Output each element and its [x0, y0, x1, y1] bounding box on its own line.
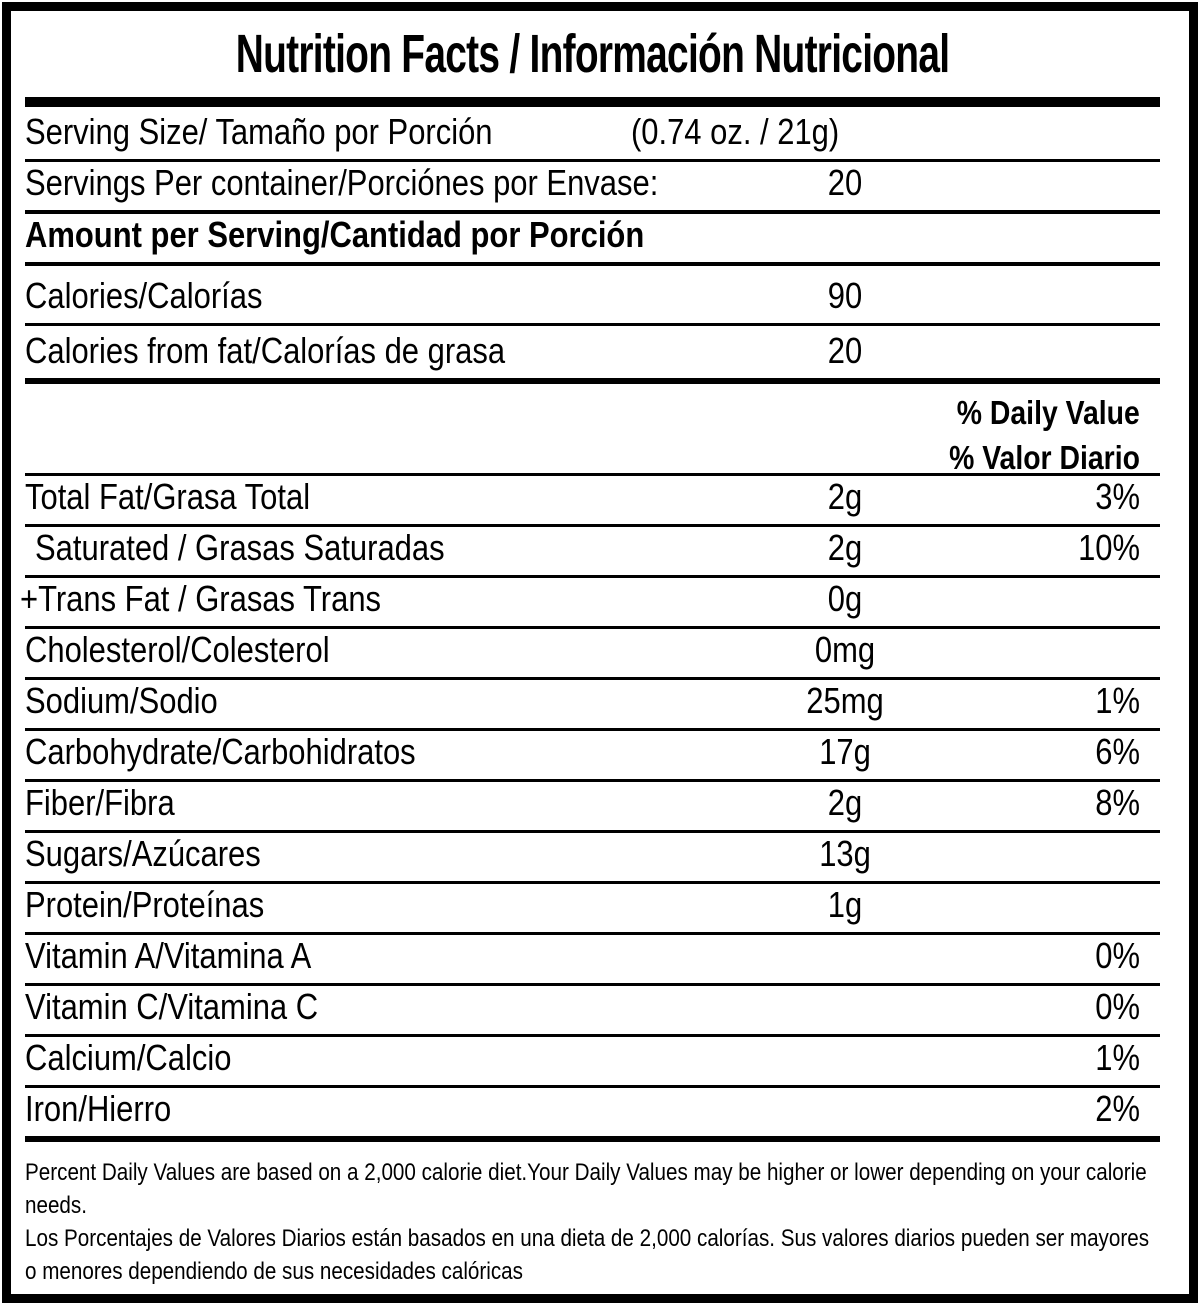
daily-value-header-es: % Valor Diario	[949, 439, 1140, 476]
nutrient-dv: 6%	[1095, 731, 1140, 772]
nutrient-amount: 2g	[827, 476, 863, 517]
title-divider-bar	[25, 97, 1160, 107]
nutrient-label: Protein/Proteínas	[25, 884, 265, 925]
nutrient-amount: 0mg	[814, 629, 876, 670]
nutrient-amount: 1g	[827, 884, 863, 925]
row-trans-fat	[20, 578, 1160, 629]
servings-per-container-value: 20	[827, 162, 863, 203]
footnote-spanish: Los Porcentajes de Valores Diarios están basados en una dieta de 2,000 calorías. Sus valores diarios pueden ser mayores o menores dependiendo de sus necesidades calóricas	[25, 1225, 1150, 1285]
nutrient-label: Carbohydrate/Carbohidratos	[25, 731, 416, 772]
nutrient-dv: 0%	[1095, 935, 1140, 976]
row-total-fat	[25, 476, 1160, 527]
row-vitamin-a	[25, 935, 1160, 986]
nutrient-label: Total Fat/Grasa Total	[25, 476, 311, 517]
row-cholesterol	[25, 629, 1160, 680]
row-fiber	[25, 782, 1160, 833]
nutrient-dv: 8%	[1095, 782, 1140, 823]
daily-value-header-block	[25, 384, 1160, 476]
nutrient-amount: 2g	[827, 527, 863, 568]
nutrient-amount: 25mg	[806, 680, 884, 721]
row-carbohydrate	[25, 731, 1160, 782]
nutrient-dv: 2%	[1095, 1088, 1140, 1129]
row-calories-from-fat	[25, 326, 1160, 384]
nutrient-dv: 3%	[1095, 476, 1140, 517]
nutrient-label: +Trans Fat / Grasas Trans	[20, 578, 382, 619]
nutrient-label: Iron/Hierro	[25, 1088, 172, 1129]
nutrient-label: Calcium/Calcio	[25, 1037, 232, 1078]
serving-size-label: Serving Size/ Tamaño por Porción	[25, 111, 493, 152]
nutrient-amount: 0g	[827, 578, 863, 619]
row-vitamin-c	[25, 986, 1160, 1037]
nutrient-dv: 10%	[1078, 527, 1140, 568]
nutrient-label: Saturated / Grasas Saturadas	[35, 527, 445, 568]
row-calcium	[25, 1037, 1160, 1088]
nutrient-label: Vitamin A/Vitamina A	[25, 935, 312, 976]
footnote-english: Percent Daily Values are based on a 2,000 calorie diet.Your Daily Values may be higher or lower depending on your calorie needs.	[25, 1159, 1147, 1219]
row-iron	[25, 1088, 1160, 1142]
serving-size-value: (0.74 oz. / 21g)	[630, 111, 840, 152]
row-servings-per-container	[25, 162, 1160, 214]
servings-per-container-label: Servings Per container/Porciónes por Envase:	[25, 162, 659, 203]
row-sugars	[25, 833, 1160, 884]
nutrient-dv: 1%	[1095, 680, 1140, 721]
row-protein	[25, 884, 1160, 935]
nutrient-label: Vitamin C/Vitamina C	[25, 986, 319, 1027]
nutrient-amount: 17g	[819, 731, 871, 772]
nutrient-amount: 2g	[827, 782, 863, 823]
daily-value-header-en: % Daily Value	[957, 394, 1140, 431]
nutrient-label: Sodium/Sodio	[25, 680, 218, 721]
nutrient-amount: 13g	[819, 833, 871, 874]
nutrient-label: Sugars/Azúcares	[25, 833, 261, 874]
nutrient-dv: 0%	[1095, 986, 1140, 1027]
row-serving-size	[25, 107, 1160, 162]
row-saturated-fat	[25, 527, 1160, 578]
row-calories	[25, 266, 1160, 326]
calories-from-fat-label: Calories from fat/Calorías de grasa	[25, 330, 506, 371]
row-sodium	[25, 680, 1160, 731]
nutrition-facts-label	[2, 2, 1198, 1303]
label-title: Nutrition Facts / Información Nutricional	[235, 24, 950, 84]
row-amount-per-serving-header	[25, 214, 1160, 266]
nutrient-label: Cholesterol/Colesterol	[25, 629, 330, 670]
label-title-row	[25, 11, 1160, 97]
nutrient-dv: 1%	[1095, 1037, 1140, 1078]
footnote-block	[25, 1142, 1160, 1288]
calories-from-fat-value: 20	[827, 330, 863, 371]
calories-value: 90	[827, 275, 863, 316]
nutrient-label: Fiber/Fibra	[25, 782, 175, 823]
amount-per-serving-header: Amount per Serving/Cantidad por Porción	[25, 214, 645, 255]
calories-label: Calories/Calorías	[25, 275, 263, 316]
